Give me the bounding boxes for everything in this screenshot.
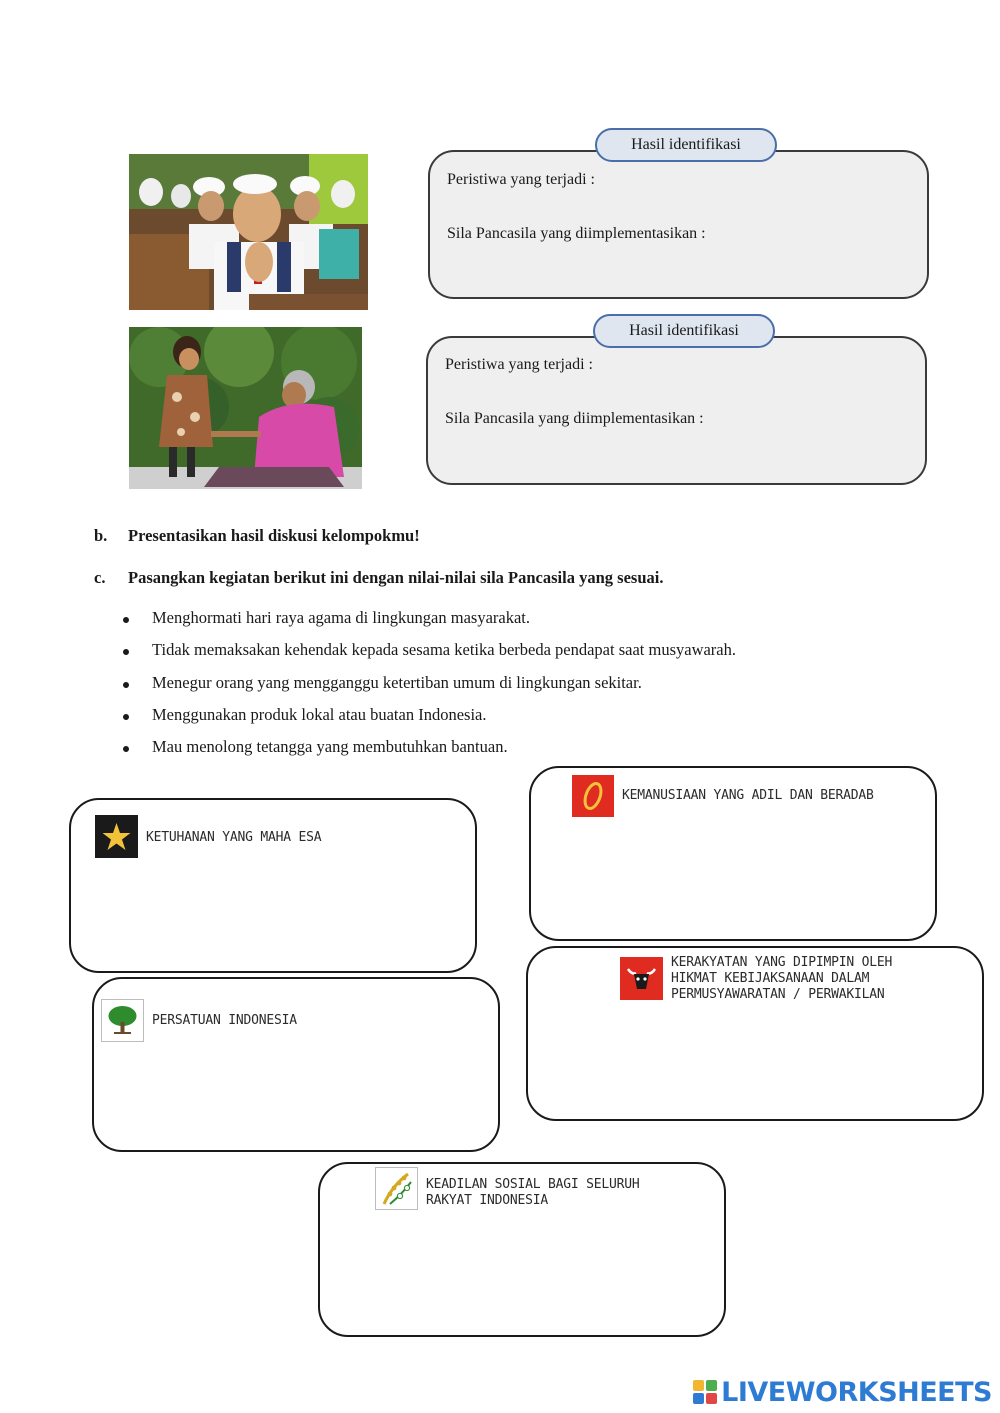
bullet-icon [123,617,129,623]
sila-4-label-line-1: KERAKYATAN YANG DIPIMPIN OLEH [671,955,893,970]
activity-text: Menggunakan produk lokal atau buatan Indonesia. [152,704,487,724]
activity-text: Tidak memaksakan kehendak kepada sesama ketika berbeda pendapat saat musyawarah. [152,640,737,660]
question-c-letter: c. [94,568,106,587]
question-c-text: Pasangkan kegiatan berikut ini dengan nilai-nilai sila Pancasila yang sesuai. [128,568,664,587]
sila-field-label-1: Sila Pancasila yang diimplementasikan : [447,225,706,242]
activity-item [120,705,736,737]
identification-tab-1: Hasil identifikasi [595,128,777,162]
rice-cotton-icon [375,1167,418,1210]
sila-3-drop-box[interactable] [92,977,500,1152]
liveworksheets-logo[interactable] [693,1377,992,1407]
sila-1-label: KETUHANAN YANG MAHA ESA [146,830,322,845]
bullet-icon [123,649,129,655]
liveworksheets-logo-text: LIVEWORKSHEETS [721,1376,992,1408]
sila-2-label: KEMANUSIAAN YANG ADIL DAN BERADAB [622,788,874,803]
sila-4-label-line-2: HIKMAT KEBIJAKSANAAN DALAM [671,971,870,986]
question-b-letter: b. [94,526,108,545]
activity-text: Menegur orang yang mengganggu ketertiban umum di lingkungan sekitar. [152,672,642,692]
sila-5-label-line-2: RAKYAT INDONESIA [426,1193,549,1208]
star-icon [95,815,138,858]
activity-item [120,737,736,769]
sila-3-label: PERSATUAN INDONESIA [152,1013,297,1028]
activity-item [120,673,736,705]
event-field-label-1: Peristiwa yang terjadi : [447,171,595,188]
banyan-tree-icon [101,999,144,1042]
activity-text: Mau menolong tetangga yang membutuhkan bantuan. [152,737,508,757]
chain-icon [572,775,614,817]
sila-field-label-2: Sila Pancasila yang diimplementasikan : [445,410,704,427]
liveworksheets-logo-icon [693,1380,717,1404]
photo-child-helping-elder [129,327,362,489]
bullet-icon [123,746,129,752]
activity-item [120,640,736,672]
photo-students-praying [129,154,368,310]
bullet-icon [123,714,129,720]
bullet-icon [123,682,129,688]
event-field-label-2: Peristiwa yang terjadi : [445,356,593,373]
question-b-text: Presentasikan hasil diskusi kelompokmu! [128,526,420,545]
sila-5-label-line-1: KEADILAN SOSIAL BAGI SELURUH [426,1177,640,1192]
activity-list [120,608,736,769]
activity-text: Menghormati hari raya agama di lingkungan masyarakat. [152,608,530,627]
identification-tab-2: Hasil identifikasi [593,314,775,348]
sila-4-label-line-3: PERMUSYAWARATAN / PERWAKILAN [671,987,885,1002]
activity-item [120,608,736,640]
bull-head-icon [620,957,663,1000]
